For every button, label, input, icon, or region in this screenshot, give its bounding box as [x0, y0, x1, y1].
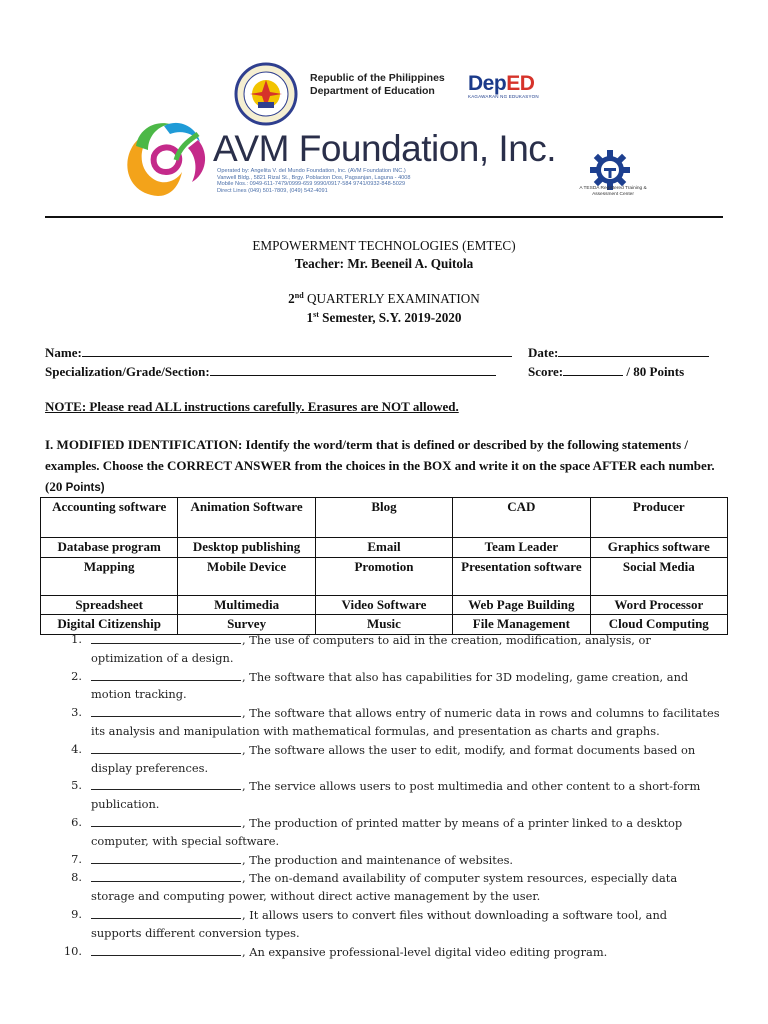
choices-table — [40, 497, 728, 635]
tesda-gear-icon — [590, 150, 630, 190]
choice-cell: Multimedia — [178, 595, 315, 615]
republic-text: Republic of the Philippines — [310, 72, 445, 84]
address-line: Mobile Nos.: 0949-611-7479/0999-659 9990/0917-584 9741/0932-848-5029 — [217, 181, 406, 188]
item-number: 1. — [71, 632, 82, 646]
choice-cell: Database program — [41, 538, 178, 558]
item-number: 7. — [71, 851, 82, 866]
list-item — [0, 814, 768, 851]
semester-text: Semester, S.Y. 2019-2020 — [318, 310, 462, 325]
item-text: , The use of computers to aid in the creation, modification, analysis, or optimization of a design. — [91, 633, 651, 665]
item-text: , The service allows users to post multimedia and other content to a short-form publication. — [91, 779, 701, 812]
choice-cell: Word Processor — [590, 595, 727, 615]
semester-title — [0, 310, 768, 326]
table-row — [41, 557, 728, 595]
choice-cell: Promotion — [315, 557, 452, 595]
tesda-caption: A TESDA Registered Training & Assessment Center — [579, 186, 647, 197]
table-row — [41, 498, 728, 538]
choice-cell: File Management — [453, 615, 590, 635]
item-text: , It allows users to convert files without downloading a software tool, and supports different conversion types. — [91, 907, 668, 940]
list-item — [0, 741, 768, 778]
choice-cell: Email — [315, 538, 452, 558]
address-line: Vanwell Bldg., 5821 Rizal St., Brgy. Poblacion Dos, Pagsanjan, Laguna - 4008 — [217, 174, 411, 181]
choice-cell: Team Leader — [453, 538, 590, 558]
section-input-line[interactable] — [210, 364, 496, 376]
section-label: Specialization/Grade/Section: — [45, 364, 210, 379]
choice-cell: Graphics software — [590, 538, 727, 558]
list-item — [0, 704, 768, 741]
semester-ordinal: 1 — [306, 310, 314, 325]
deped-ed-text: ED — [506, 72, 535, 95]
foundation-name: AVM Foundation, Inc. — [213, 128, 557, 169]
choice-cell: Social Media — [590, 557, 727, 595]
deped-seal-icon — [234, 62, 298, 126]
date-field — [528, 345, 709, 361]
table-row — [41, 595, 728, 615]
choice-cell: Desktop publishing — [178, 538, 315, 558]
item-text: , The on-demand availability of computer system resources, especially data storage and computing power, without direct active management by the user. — [91, 871, 678, 904]
item-number: 5. — [71, 778, 82, 793]
address-line: Operated by: Angelita V. del Mundo Foundation, Inc. (AVM Foundation INC.) — [217, 168, 406, 174]
list-item — [0, 668, 768, 705]
choice-cell: Web Page Building — [453, 595, 590, 615]
score-label: Score: — [528, 364, 564, 379]
answer-blank[interactable] — [91, 869, 241, 882]
item-text: , The production and maintenance of websites. — [242, 852, 514, 867]
deped-logo — [468, 72, 552, 108]
answer-blank[interactable] — [91, 631, 241, 644]
item-number: 8. — [71, 870, 82, 885]
choice-cell: Video Software — [315, 595, 452, 615]
choice-cell: Spreadsheet — [41, 595, 178, 615]
exam-ordinal: 2 — [288, 291, 295, 306]
item-text: , The production of printed matter by means of a printer linked to a desktop computer, with special software. — [91, 815, 683, 848]
item-number: 4. — [71, 741, 82, 756]
deped-tagline: KAGAWARAN NG EDUKASYON — [468, 94, 539, 99]
answer-blank[interactable] — [91, 704, 241, 717]
list-item — [0, 631, 768, 668]
name-input-line[interactable] — [82, 345, 512, 357]
instructions — [45, 434, 725, 499]
list-item — [0, 869, 768, 906]
choice-cell: Accounting software — [41, 498, 178, 538]
exam-title-text: QUARTERLY EXAMINATION — [303, 291, 480, 306]
item-text: , The software that also has capabilities for 3D modeling, game creation, and motion tracking. — [91, 669, 689, 702]
foundation-address — [217, 168, 477, 194]
choice-cell: Survey — [178, 615, 315, 635]
item-number: 2. — [71, 668, 82, 683]
score-field — [528, 364, 684, 380]
item-number: 9. — [71, 906, 82, 921]
instructions-points: Points) — [65, 482, 105, 494]
choice-cell: Digital Citizenship — [41, 615, 178, 635]
government-heading — [310, 72, 470, 98]
semester-suffix: st — [313, 310, 319, 319]
department-text: Department of Education — [310, 85, 435, 97]
score-input-line[interactable] — [563, 364, 623, 376]
address-line: Direct Lines (049) 501-7809, (049) 542-4091 — [217, 187, 328, 194]
header-divider — [45, 216, 723, 218]
teacher-name: Teacher: Mr. Beeneil A. Quitola — [294, 256, 474, 271]
item-number: 10. — [63, 943, 82, 958]
choice-cell: Producer — [590, 498, 727, 538]
answer-blank[interactable] — [91, 668, 241, 681]
choice-cell: Blog — [315, 498, 452, 538]
instructions-text: I. MODIFIED IDENTIFICATION: Identify the word/term that is defined or described by the following statements / examples. Choose the CORRECT ANSWER from the choices in the BOX and write it on the space AFTER each number. (20 — [45, 437, 715, 494]
choice-cell: Mapping — [41, 557, 178, 595]
answer-blank[interactable] — [91, 906, 241, 919]
item-number: 3. — [71, 705, 82, 720]
answer-blank[interactable] — [91, 851, 241, 864]
table-row — [41, 538, 728, 558]
subject-title: EMPOWERMENT TECHNOLOGIES (EMTEC) — [252, 238, 516, 253]
question-list — [0, 631, 768, 961]
choice-cell: Mobile Device — [178, 557, 315, 595]
choice-cell: CAD — [453, 498, 590, 538]
list-item — [0, 851, 768, 870]
deped-dep-text: Dep — [468, 72, 507, 95]
exam-ordinal-suffix: nd — [294, 291, 304, 300]
exam-title — [0, 291, 768, 307]
date-input-line[interactable] — [558, 345, 709, 357]
item-text: , An expansive professional-level digital video editing program. — [242, 944, 608, 959]
choice-cell: Cloud Computing — [590, 615, 727, 635]
answer-blank[interactable] — [91, 777, 241, 790]
date-label: Date: — [528, 345, 559, 360]
name-label: Name: — [45, 345, 82, 360]
answer-blank[interactable] — [91, 814, 241, 827]
list-item — [0, 777, 768, 814]
list-item — [0, 906, 768, 943]
avm-logo-icon — [118, 116, 214, 204]
choice-cell: Presentation software — [453, 557, 590, 595]
choice-cell: Music — [315, 615, 452, 635]
list-item — [0, 943, 768, 962]
answer-blank[interactable] — [91, 943, 241, 956]
score-total: / 80 Points — [623, 364, 685, 379]
section-field — [45, 364, 496, 380]
answer-blank[interactable] — [91, 741, 241, 754]
item-text: , The software that allows entry of numeric data in rows and columns to facilitates its analysis and manipulation with mathematical formulas, and presentation as charts and graphs. — [91, 706, 720, 738]
item-text: , The software allows the user to edit, modify, and format documents based on display preferences. — [91, 742, 696, 775]
name-field — [45, 345, 512, 361]
item-number: 6. — [71, 814, 82, 829]
choice-cell: Animation Software — [178, 498, 315, 538]
note-text: NOTE: Please read ALL instructions carefully. Erasures are NOT allowed. — [45, 399, 459, 414]
